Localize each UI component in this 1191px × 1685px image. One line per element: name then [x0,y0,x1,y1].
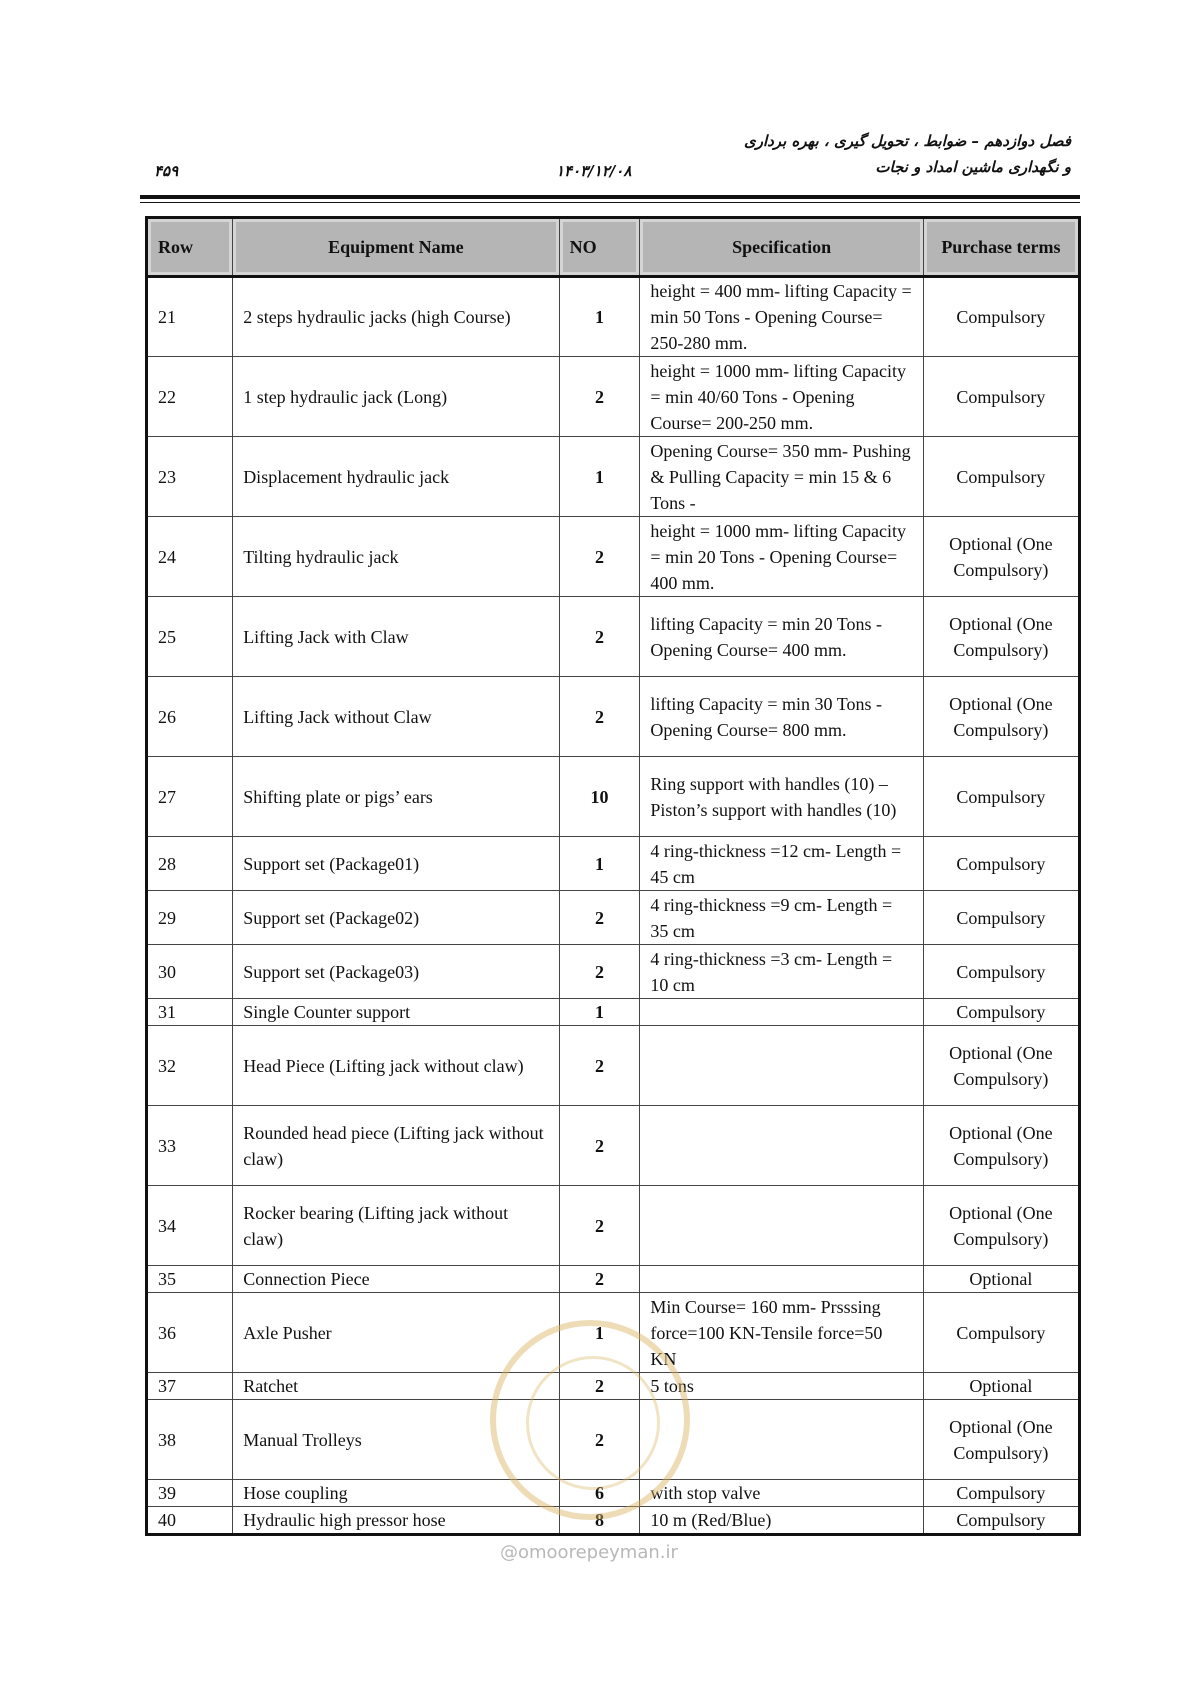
quantity-cell: 1 [559,277,640,357]
row-number-cell: 37 [147,1373,233,1400]
quantity-cell: 2 [559,945,640,999]
equipment-name-cell: Lifting Jack with Claw [233,597,559,677]
equipment-name-cell: Manual Trolleys [233,1400,559,1480]
table-header-row [147,218,1080,277]
equipment-name-cell: Rocker bearing (Lifting jack without claw) [233,1186,559,1266]
table-row [147,945,1080,999]
specification-cell: height = 1000 mm- lifting Capacity = min 40/60 Tons - Opening Course= 200-250 mm. [640,357,923,437]
equipment-name-cell: Rounded head piece (Lifting jack without claw) [233,1106,559,1186]
row-number-cell: 30 [147,945,233,999]
specification-cell: 10 m (Red/Blue) [640,1507,923,1535]
equipment-name-cell: Tilting hydraulic jack [233,517,559,597]
purchase-terms-cell: Optional (One Compulsory) [923,1106,1079,1186]
purchase-terms-cell: Compulsory [923,837,1079,891]
quantity-cell: 1 [559,999,640,1026]
table-body [147,277,1080,1535]
table-row [147,597,1080,677]
page-number: ۴۵۹ [154,162,179,180]
specification-cell: 4 ring-thickness =12 cm- Length = 45 cm [640,837,923,891]
specification-cell: Ring support with handles (10) – Piston’s support with handles (10) [640,757,923,837]
equipment-name-cell: Support set (Package02) [233,891,559,945]
table-row [147,277,1080,357]
purchase-terms-cell: Optional (One Compulsory) [923,677,1079,757]
quantity-cell: 2 [559,1186,640,1266]
table-row [147,437,1080,517]
row-number-cell: 31 [147,999,233,1026]
table-row [147,1106,1080,1186]
specification-cell: 5 tons [640,1373,923,1400]
quantity-cell: 2 [559,677,640,757]
table-row [147,1026,1080,1106]
quantity-cell: 2 [559,357,640,437]
table-row [147,1186,1080,1266]
purchase-terms-cell: Compulsory [923,1480,1079,1507]
purchase-terms-cell: Compulsory [923,277,1079,357]
table-row [147,357,1080,437]
equipment-name-cell: Lifting Jack without Claw [233,677,559,757]
row-number-cell: 39 [147,1480,233,1507]
quantity-cell: 2 [559,1400,640,1480]
quantity-cell: 2 [559,891,640,945]
row-number-cell: 35 [147,1266,233,1293]
table-row [147,1293,1080,1373]
equipment-table [145,216,1081,1536]
row-number-cell: 27 [147,757,233,837]
specification-cell: lifting Capacity = min 30 Tons -Opening Course= 800 mm. [640,677,923,757]
chapter-title-line2: و نگهداری ماشین امداد و نجات [875,158,1071,176]
equipment-name-cell: Ratchet [233,1373,559,1400]
quantity-cell: 10 [559,757,640,837]
specification-cell [640,1026,923,1106]
col-header-no: NO [559,218,640,277]
specification-cell [640,999,923,1026]
purchase-terms-cell: Optional [923,1266,1079,1293]
purchase-terms-cell: Optional (One Compulsory) [923,1400,1079,1480]
col-header-specification: Specification [640,218,923,277]
col-header-equipment-name: Equipment Name [233,218,559,277]
equipment-name-cell: Hydraulic high pressor hose [233,1507,559,1535]
row-number-cell: 33 [147,1106,233,1186]
quantity-cell: 8 [559,1507,640,1535]
row-number-cell: 26 [147,677,233,757]
row-number-cell: 29 [147,891,233,945]
quantity-cell: 2 [559,1106,640,1186]
table-row [147,1480,1080,1507]
quantity-cell: 2 [559,1026,640,1106]
equipment-name-cell: 2 steps hydraulic jacks (high Course) [233,277,559,357]
purchase-terms-cell: Optional (One Compulsory) [923,597,1079,677]
row-number-cell: 40 [147,1507,233,1535]
quantity-cell: 2 [559,1266,640,1293]
quantity-cell: 1 [559,1293,640,1373]
equipment-name-cell: Single Counter support [233,999,559,1026]
specification-cell: height = 400 mm- lifting Capacity = min 50 Tons - Opening Course= 250-280 mm. [640,277,923,357]
specification-cell: with stop valve [640,1480,923,1507]
chapter-header [744,128,1071,180]
row-number-cell: 23 [147,437,233,517]
specification-cell: 4 ring-thickness =9 cm- Length = 35 cm [640,891,923,945]
purchase-terms-cell: Optional [923,1373,1079,1400]
purchase-terms-cell: Compulsory [923,1293,1079,1373]
chapter-title-line1: فصل دوازدهم – ضوابط ، تحویل گیری ، بهره برداری [743,132,1071,150]
row-number-cell: 25 [147,597,233,677]
header-rule-thick [140,195,1080,199]
specification-cell [640,1266,923,1293]
purchase-terms-cell: Optional (One Compulsory) [923,517,1079,597]
row-number-cell: 34 [147,1186,233,1266]
table-row [147,757,1080,837]
equipment-name-cell: Displacement hydraulic jack [233,437,559,517]
purchase-terms-cell: Compulsory [923,437,1079,517]
equipment-name-cell: Shifting plate or pigs’ ears [233,757,559,837]
purchase-terms-cell: Compulsory [923,945,1079,999]
purchase-terms-cell: Compulsory [923,1507,1079,1535]
equipment-name-cell: Support set (Package01) [233,837,559,891]
table-row [147,517,1080,597]
row-number-cell: 32 [147,1026,233,1106]
table-row [147,1266,1080,1293]
specification-cell [640,1106,923,1186]
specification-cell: 4 ring-thickness =3 cm- Length = 10 cm [640,945,923,999]
table-row [147,837,1080,891]
quantity-cell: 1 [559,437,640,517]
table-row [147,677,1080,757]
col-header-row: Row [147,218,233,277]
equipment-name-cell: Hose coupling [233,1480,559,1507]
table-row [147,1507,1080,1535]
table-row [147,999,1080,1026]
table-row [147,1373,1080,1400]
purchase-terms-cell: Compulsory [923,891,1079,945]
specification-cell [640,1400,923,1480]
table-row [147,1400,1080,1480]
row-number-cell: 22 [147,357,233,437]
row-number-cell: 28 [147,837,233,891]
purchase-terms-cell: Optional (One Compulsory) [923,1186,1079,1266]
header-date: ۱۴۰۳/۱۲/۰۸ [556,162,632,180]
purchase-terms-cell: Compulsory [923,757,1079,837]
row-number-cell: 21 [147,277,233,357]
row-number-cell: 38 [147,1400,233,1480]
equipment-name-cell: Support set (Package03) [233,945,559,999]
quantity-cell: 1 [559,837,640,891]
table-row [147,891,1080,945]
quantity-cell: 2 [559,517,640,597]
equipment-name-cell: 1 step hydraulic jack (Long) [233,357,559,437]
row-number-cell: 24 [147,517,233,597]
equipment-name-cell: Connection Piece [233,1266,559,1293]
purchase-terms-cell: Compulsory [923,357,1079,437]
quantity-cell: 6 [559,1480,640,1507]
equipment-name-cell: Head Piece (Lifting jack without claw) [233,1026,559,1106]
quantity-cell: 2 [559,1373,640,1400]
specification-cell: Opening Course= 350 mm- Pushing & Pulling Capacity = min 15 & 6 Tons - [640,437,923,517]
specification-cell: height = 1000 mm- lifting Capacity = min 20 Tons - Opening Course= 400 mm. [640,517,923,597]
header-rule-thin [140,202,1080,203]
specification-cell [640,1186,923,1266]
purchase-terms-cell: Optional (One Compulsory) [923,1026,1079,1106]
col-header-purchase-terms: Purchase terms [923,218,1079,277]
specification-cell: Min Course= 160 mm- Prsssing force=100 KN-Tensile force=50 KN [640,1293,923,1373]
equipment-name-cell: Axle Pusher [233,1293,559,1373]
specification-cell: lifting Capacity = min 20 Tons -Opening Course= 400 mm. [640,597,923,677]
row-number-cell: 36 [147,1293,233,1373]
watermark-text: @omoorepeyman.ir [500,1542,678,1563]
quantity-cell: 2 [559,597,640,677]
purchase-terms-cell: Compulsory [923,999,1079,1026]
